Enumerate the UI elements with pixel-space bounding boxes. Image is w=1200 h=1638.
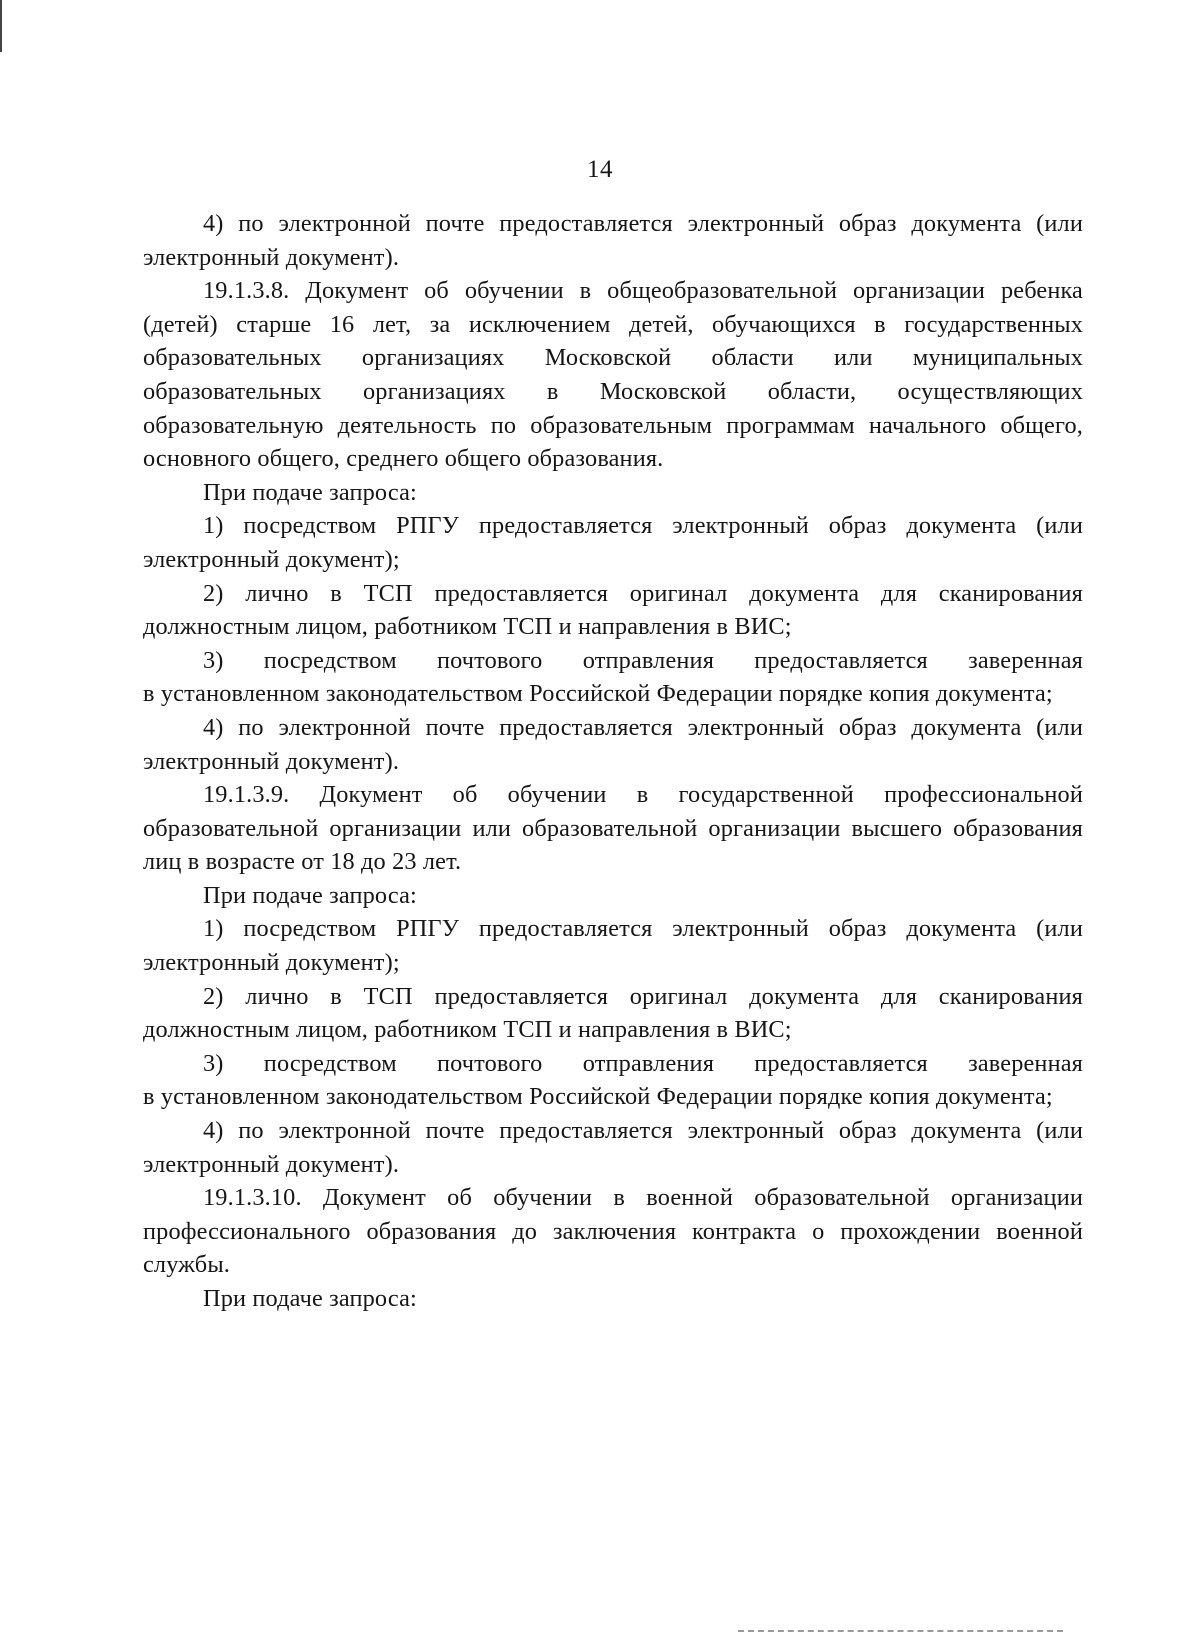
document-body — [143, 207, 1083, 1316]
paragraph-section-19-1-3-9: 19.1.3.9. Документ об обучении в государственной профессиональной образовательной организации или образовательной организации высшего образования лиц в возрасте от 18 до 23 лет. — [143, 781, 1083, 876]
paragraph-item-1-rpgu: 1) посредством РПГУ предоставляется электронный образ документа (или электронный документ); — [143, 915, 1083, 977]
footer-dashed-rule — [738, 1630, 1063, 1632]
paragraph-request-intro: При подаче запроса: — [203, 1285, 417, 1312]
paragraph-item-2-tsp: 2) лично в ТСП предоставляется оригинал документа для сканирования должностным лицом, работником ТСП и направления в ВИС; — [143, 982, 1083, 1044]
scan-edge-mark — [0, 0, 2, 52]
paragraph-item-1-rpgu: 1) посредством РПГУ предоставляется электронный образ документа (или электронный документ); — [143, 512, 1083, 573]
paragraph-section-19-1-3-10: 19.1.3.10. Документ об обучении в военной образовательной организации профессионального образования до заключения контракта о прохождении военной службы. — [143, 1184, 1083, 1279]
paragraph-item-4-email: 4) по электронной почте предоставляется электронный образ документа (или электронный документ). — [143, 210, 1083, 271]
paragraph-item-3-post: 3) посредством почтового отправления предоставляется заверенная в установленном законодательством Российской Федерации порядке копия документа; — [143, 646, 1083, 708]
page-number: 14 — [587, 156, 613, 183]
paragraph-item-2-tsp: 2) лично в ТСП предоставляется оригинал документа для сканирования должностным лицом, работником ТСП и направления в ВИС; — [143, 579, 1083, 641]
paragraph-item-3-post: 3) посредством почтового отправления предоставляется заверенная в установленном законодательством Российской Федерации порядке копия документа; — [143, 1049, 1083, 1111]
paragraph-request-intro: При подаче запроса: — [203, 478, 417, 506]
paragraph-item-4-email: 4) по электронной почте предоставляется электронный образ документа (или электронный документ). — [143, 1117, 1083, 1178]
paragraph-request-intro: При подаче запроса: — [203, 881, 417, 909]
paragraph-item-4-email: 4) по электронной почте предоставляется электронный образ документа (или электронный документ). — [143, 713, 1083, 775]
paragraph-section-19-1-3-8: 19.1.3.8. Документ об обучении в общеобразовательной организации ребенка (детей) старше 16 лет, за исключением детей, обучающихся в государственных образовательных организациях Московской области или муниципальных образовательных организациях в Московской области, осуществляющих образовательную деятельность по образовательным программам начального общего, основного общего, среднего общего образования. — [143, 277, 1083, 473]
